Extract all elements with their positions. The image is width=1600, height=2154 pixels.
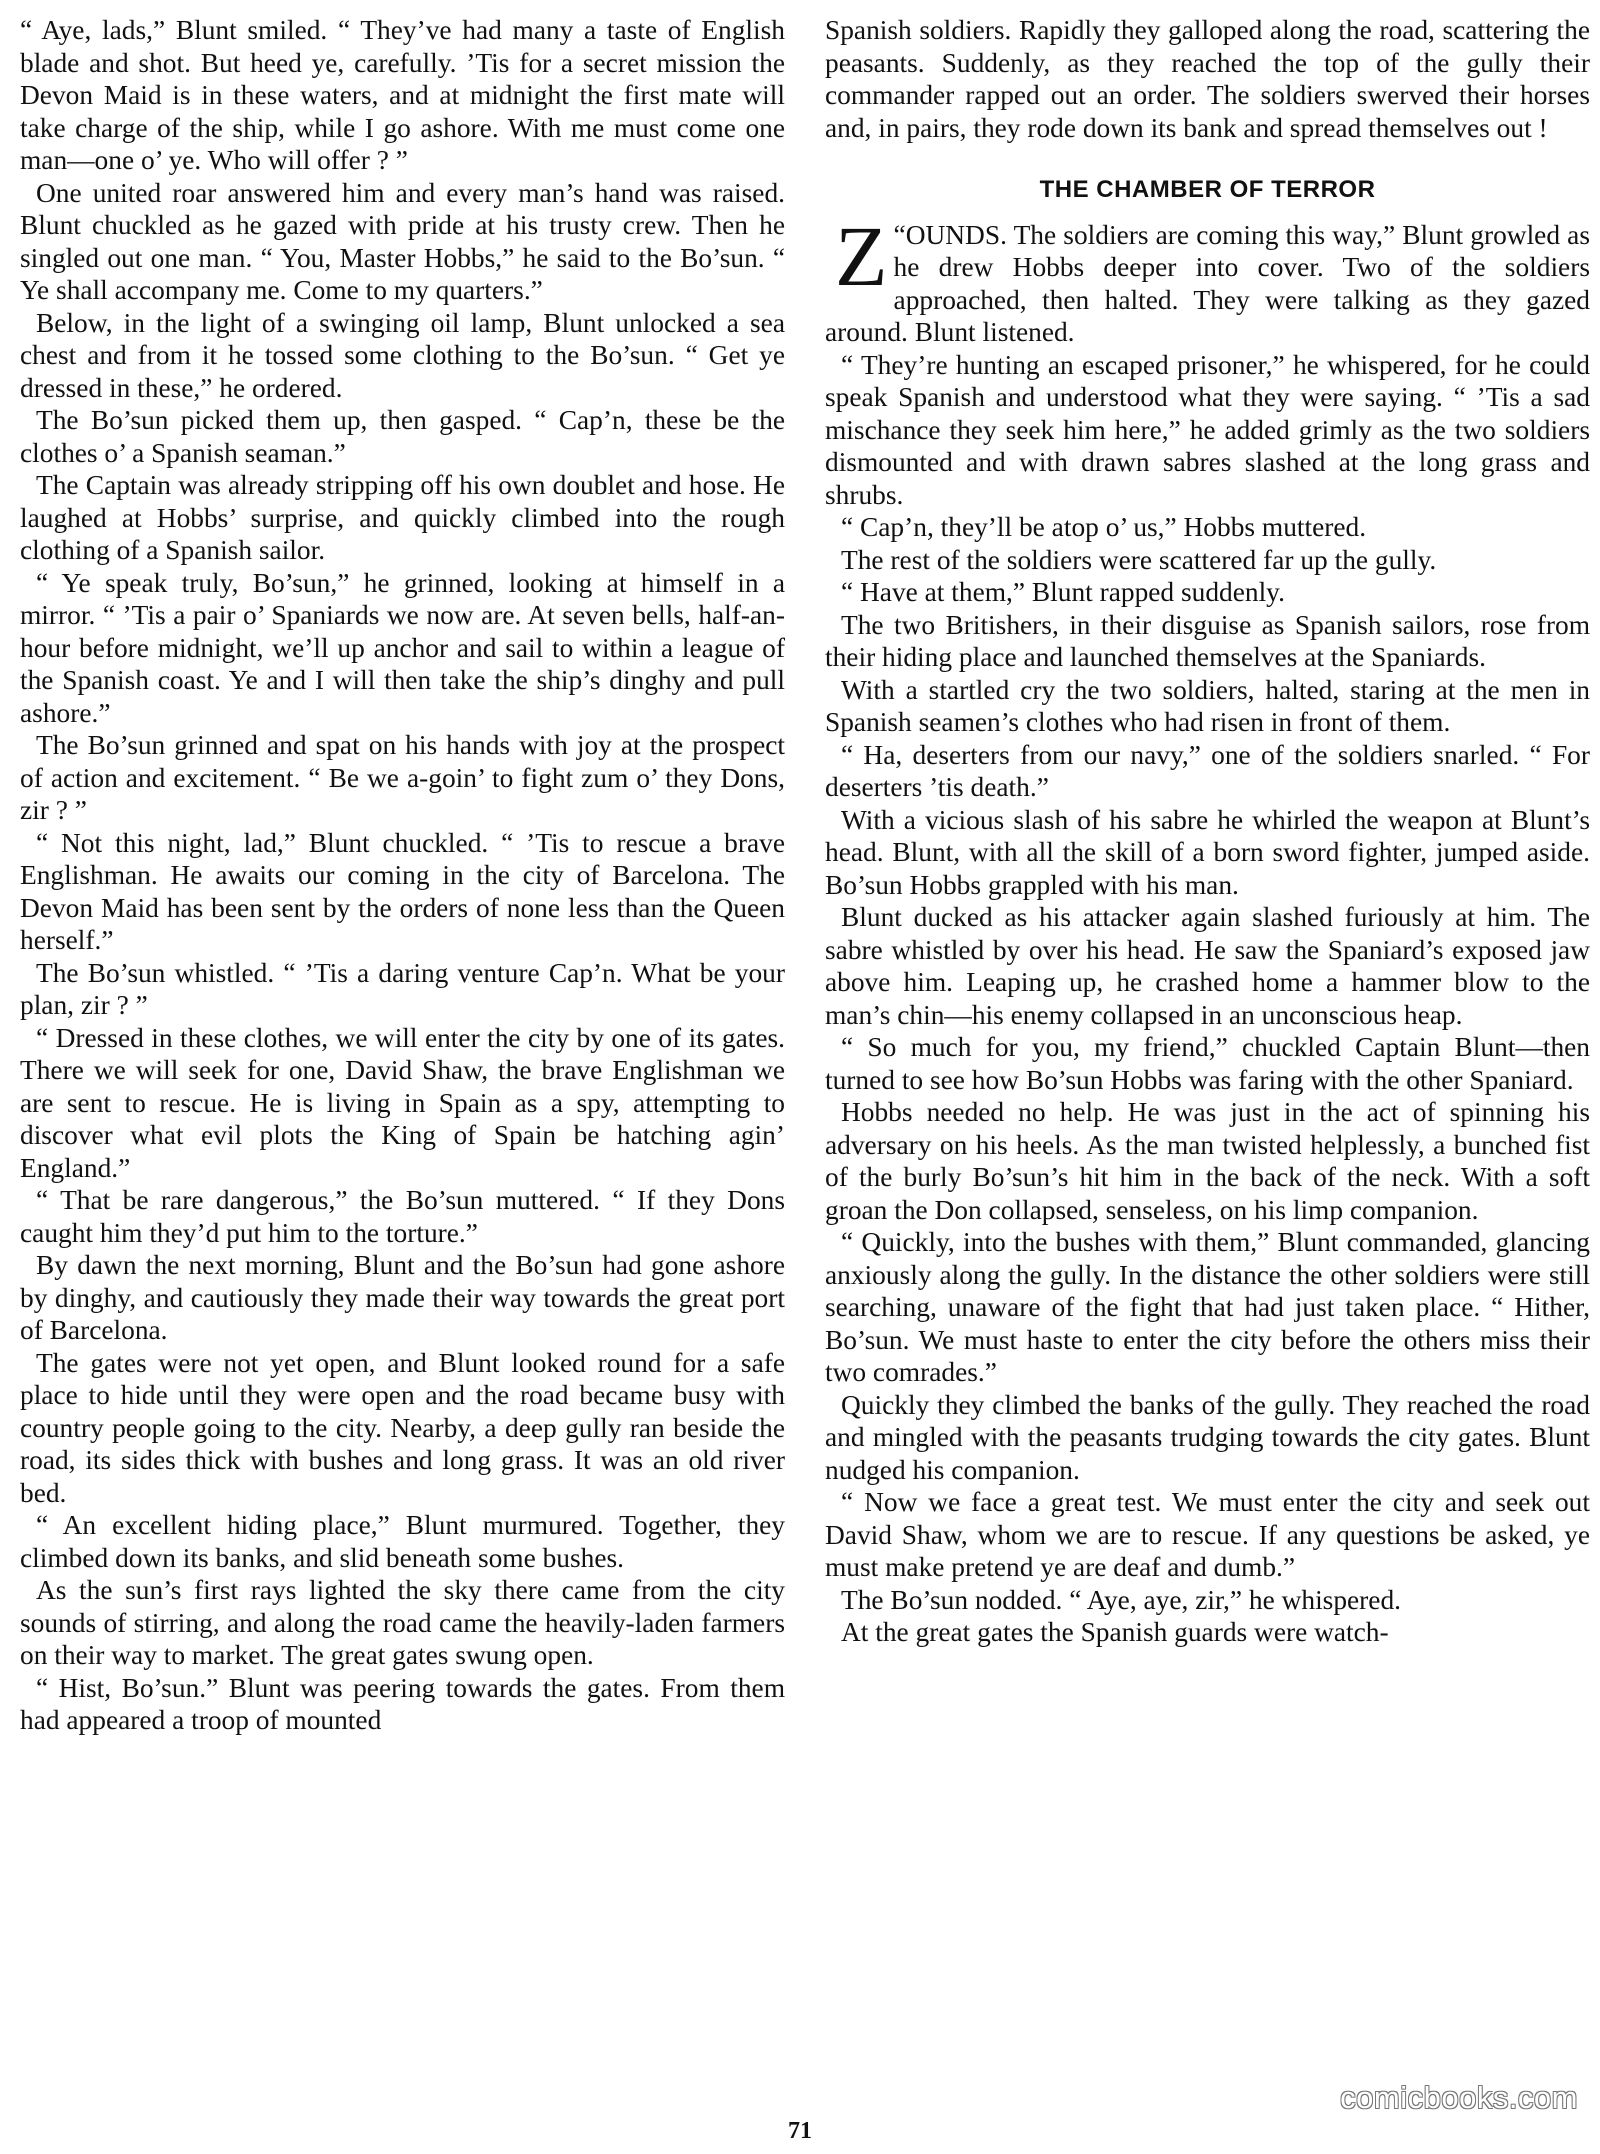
paragraph: “ They’re hunting an escaped prisoner,” he whispered, for he could speak Spanish and understood what they were saying. “ ’Tis a sad mischance they seek him here,” he added grimly as the two soldiers dismounted and with drawn sabres slashed at the long grass and shrubs. — [825, 349, 1590, 510]
paragraph: With a startled cry the two soldiers, halted, staring at the men in Spanish seamen’s clothes who had risen in front of them. — [825, 674, 1590, 737]
paragraph: “ Hist, Bo’sun.” Blunt was peering towards the gates. From them had appeared a troop of mounted — [20, 1672, 785, 1735]
paragraph: With a vicious slash of his sabre he whirled the weapon at Blunt’s head. Blunt, with all the skill of a born sword fighter, jumped aside. Bo’sun Hobbs grappled with his man. — [825, 804, 1590, 900]
paragraph: Quickly they climbed the banks of the gully. They reached the road and mingled with the peasants trudging towards the city gates. Blunt nudged his companion. — [825, 1389, 1590, 1485]
paragraph: Spanish soldiers. Rapidly they galloped along the road, scattering the peasants. Suddenly, as they reached the top of the gully their commander rapped out an order. The soldiers swerved their horses and, in pairs, they rode down its bank and spread themselves out ! — [825, 15, 1590, 143]
paragraph: The Bo’sun whistled. “ ’Tis a daring venture Cap’n. What be your plan, zir ? ” — [20, 957, 785, 1020]
paragraph: “ Cap’n, they’ll be atop o’ us,” Hobbs muttered. — [841, 512, 1367, 542]
page-number: 71 — [788, 2118, 812, 2144]
paragraph: The gates were not yet open, and Blunt looked round for a safe place to hide until they were open and the road became busy with country people going to the city. Nearby, a deep gully ran beside the road, its sides thick with bushes and long grass. It was an old river bed. — [20, 1347, 785, 1508]
paragraph: Hobbs needed no help. He was just in the act of spinning his adversary on his heels. As the man twisted helplessly, a bunched fist of the burly Bo’sun’s hit him in the back of the neck. With a soft groan the Don collapsed, senseless, on his limp companion. — [825, 1097, 1590, 1225]
paragraph: The two Britishers, in their disguise as Spanish sailors, rose from their hiding place and launched themselves at the Spaniards. — [825, 609, 1590, 672]
paragraph: “ Ye speak truly, Bo’sun,” he grinned, looking at himself in a mirror. “ ’Tis a pair o’ Spaniards we now are. At seven bells, half-an-hour before midnight, we’ll up anchor and sail to within a league of the Spanish coast. Ye and I will then take the ship’s dinghy and pull ashore.” — [20, 567, 785, 728]
paragraph: “ Not this night, lad,” Blunt chuckled. “ ’Tis to rescue a brave Englishman. He awaits our coming in the city of Barcelona. The Devon Maid has been sent by the orders of none less than the Queen herself.” — [20, 827, 785, 955]
paragraph: At the great gates the Spanish guards were watch- — [841, 1617, 1389, 1647]
section-heading: THE CHAMBER OF TERROR — [1039, 176, 1376, 203]
left-column — [20, 14, 785, 1737]
paragraph: By dawn the next morning, Blunt and the Bo’sun had gone ashore by dinghy, and cautiously they made their way towards the great port of Barcelona. — [20, 1250, 785, 1345]
paragraph: “ Dressed in these clothes, we will enter the city by one of its gates. There we will seek for one, David Shaw, the brave Englishman we are sent to rescue. He is living in Spain as a spy, attempting to discover what evil plots the King of Spain be hatching agin’ England.” — [20, 1022, 785, 1183]
paragraph: The rest of the soldiers were scattered far up the gully. — [841, 544, 1437, 575]
paragraph: The Bo’sun grinned and spat on his hands with joy at the prospect of action and excitement. “ Be we a-goin’ to fight zum o’ they Dons, zir ? ” — [20, 730, 785, 825]
paragraph: “ Now we face a great test. We must enter the city and seek out David Shaw, whom we are to rescue. If any questions be asked, ye must make pretend ye are deaf and dumb.” — [825, 1487, 1590, 1582]
paragraph: “ So much for you, my friend,” chuckled Captain Blunt—then turned to see how Bo’sun Hobbs was faring with the other Spaniard. — [825, 1032, 1590, 1095]
paragraph: “ An excellent hiding place,” Blunt murmured. Together, they climbed down its banks, and slid beneath some bushes. — [20, 1510, 785, 1573]
watermark: comicbooks.com — [1340, 2080, 1578, 2115]
right-column — [825, 14, 1590, 1649]
paragraph: The Captain was already stripping off his own doublet and hose. He laughed at Hobbs’ surprise, and quickly climbed into the rough clothing of a Spanish sailor. — [20, 470, 785, 565]
paragraph: As the sun’s first rays lighted the sky there came from the city sounds of stirring, and along the road came the heavily-laden farmers on their way to market. The great gates swung open. — [20, 1575, 785, 1670]
paragraph: One united roar answered him and every man’s hand was raised. Blunt chuckled as he gazed with pride at his trusty crew. Then he singled out one man. “ You, Master Hobbs,” he said to the Bo’sun. “ Ye shall accompany me. Come to my quarters.” — [20, 177, 785, 305]
paragraph: Blunt ducked as his attacker again slashed furiously at him. The sabre whistled by over his head. He saw the Spaniard’s exposed jaw above him. Leaping up, he crashed home a hammer blow to the man’s chin—his enemy collapsed in an unconscious heap. — [825, 902, 1590, 1030]
paragraph: The Bo’sun nodded. “ Aye, aye, zir,” he whispered. — [841, 1584, 1402, 1615]
paragraph: “ Aye, lads,” Blunt smiled. “ They’ve had many a taste of English blade and shot. But heed ye, carefully. ’Tis for a secret mission the Devon Maid is in these waters, and at midnight the first mate will take charge of the ship, while I go ashore. With me must come one man—one o’ ye. Who will offer ? ” — [20, 15, 785, 175]
paragraph: “ Ha, deserters from our navy,” one of the soldiers snarled. “ For deserters ’tis death.” — [825, 739, 1590, 802]
dropcap-paragraph — [825, 207, 1590, 349]
drop-cap: Z — [835, 207, 888, 304]
paragraph: “ Have at them,” Blunt rapped suddenly. — [841, 577, 1285, 607]
paragraph: “ Quickly, into the bushes with them,” Blunt commanded, glancing anxiously along the gully. In the distance the other soldiers were still searching, unaware of the fight that had just taken place. “ Hither, Bo’sun. We must haste to enter the city before the others miss their two comrades.” — [825, 1227, 1590, 1387]
opening-quote: “ — [893, 219, 906, 250]
paragraph: “ That be rare dangerous,” the Bo’sun muttered. “ If they Dons caught him they’d put him to the torture.” — [20, 1185, 785, 1248]
paragraph: Below, in the light of a swinging oil lamp, Blunt unlocked a sea chest and from it he tossed some clothing to the Bo’sun. “ Get ye dressed in these,” he ordered. — [20, 307, 785, 403]
dropcap-paragraph-text: OUNDS. The soldiers are coming this way,” Blunt growled as he drew Hobbs deeper into cover. Two of the soldiers approached, then halted. They were talking as they gazed around. Blunt listened. — [825, 219, 1590, 347]
paragraph: The Bo’sun picked them up, then gasped. “ Cap’n, these be the clothes o’ a Spanish seaman.” — [20, 405, 785, 468]
